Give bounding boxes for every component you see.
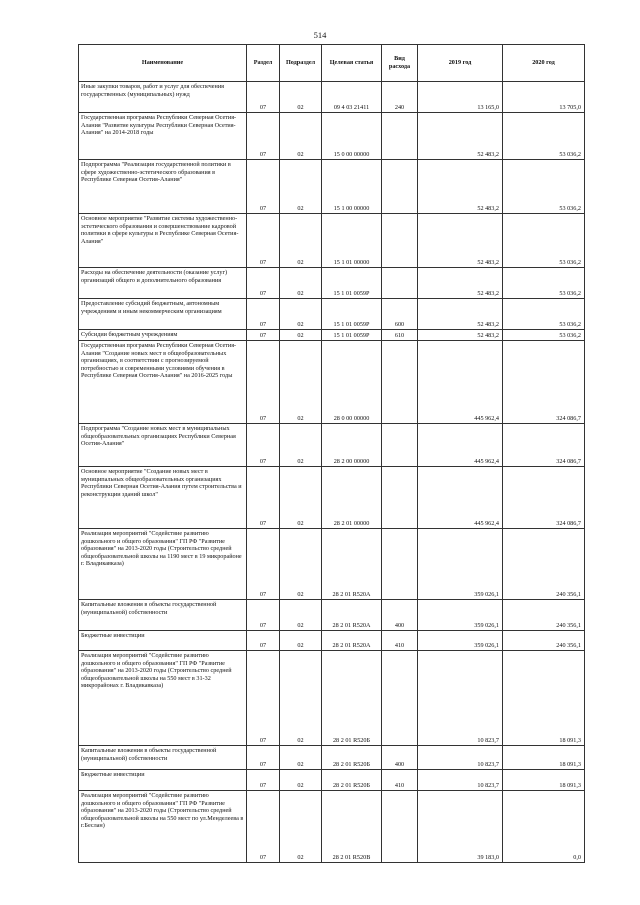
- cell-2020: 324 086,7: [503, 424, 585, 467]
- cell-2020: 53 036,2: [503, 330, 585, 341]
- cell-vid: [382, 791, 418, 863]
- cell-podrazdel: 02: [280, 330, 322, 341]
- cell-2020: 13 705,0: [503, 82, 585, 113]
- table-row: [79, 770, 585, 791]
- cell-vid: 400: [382, 746, 418, 770]
- cell-statya: 28 2 01 R520А: [322, 600, 382, 631]
- cell-podrazdel: 02: [280, 791, 322, 863]
- header-podrazdel: Подраздел: [280, 45, 322, 82]
- cell-statya: 15 1 01 0059Р: [322, 330, 382, 341]
- table-row: [79, 160, 585, 214]
- cell-statya: 28 2 01 00000: [322, 467, 382, 529]
- cell-2019: 445 962,4: [418, 424, 503, 467]
- cell-vid: [382, 529, 418, 600]
- cell-vid: [382, 651, 418, 746]
- cell-razdel: 07: [247, 113, 280, 160]
- cell-2020: 53 036,2: [503, 268, 585, 299]
- table-row: [79, 467, 585, 529]
- cell-statya: 28 2 01 R520Б: [322, 651, 382, 746]
- cell-statya: 15 1 01 00000: [322, 214, 382, 268]
- cell-vid: 610: [382, 330, 418, 341]
- cell-statya: 28 2 01 R520А: [322, 631, 382, 651]
- cell-razdel: 07: [247, 330, 280, 341]
- cell-razdel: 07: [247, 770, 280, 791]
- cell-name: Бюджетные инвестиции: [79, 631, 247, 651]
- cell-name: Предоставление субсидий бюджетным, автономным учреждениям и иным некоммерческим организациям: [79, 299, 247, 330]
- cell-podrazdel: 02: [280, 746, 322, 770]
- table-row: [79, 341, 585, 424]
- cell-statya: 28 2 00 00000: [322, 424, 382, 467]
- cell-name: Реализация мероприятий "Содействие развитию дошкольного и общего образования" ГП РФ "Развитие образования" на 2013-2020 годы (Строительство средней общеобразовательной школы на 550 мест в 31-32 микрорайонах г. Владикавказа): [79, 651, 247, 746]
- cell-name: Капитальные вложения в объекты государственной (муниципальной) собственности: [79, 600, 247, 631]
- cell-statya: 09 4 03 21411: [322, 82, 382, 113]
- cell-razdel: 07: [247, 299, 280, 330]
- cell-razdel: 07: [247, 160, 280, 214]
- cell-vid: [382, 214, 418, 268]
- cell-statya: 28 2 01 R520Б: [322, 770, 382, 791]
- cell-2019: 52 483,2: [418, 330, 503, 341]
- cell-2019: 52 483,2: [418, 113, 503, 160]
- cell-2019: 10 823,7: [418, 770, 503, 791]
- cell-podrazdel: 02: [280, 651, 322, 746]
- header-vid: Вид расхода: [382, 45, 418, 82]
- cell-vid: [382, 424, 418, 467]
- header-2020: 2020 год: [503, 45, 585, 82]
- table-row: [79, 791, 585, 863]
- cell-2019: 359 026,1: [418, 529, 503, 600]
- cell-2020: 18 091,3: [503, 770, 585, 791]
- cell-razdel: 07: [247, 746, 280, 770]
- cell-2020: 0,0: [503, 791, 585, 863]
- cell-name: Бюджетные инвестиции: [79, 770, 247, 791]
- header-statya: Целевая статья: [322, 45, 382, 82]
- table-row: [79, 600, 585, 631]
- cell-statya: 15 1 00 00000: [322, 160, 382, 214]
- budget-table: [78, 44, 585, 863]
- cell-2020: 240 356,1: [503, 600, 585, 631]
- cell-vid: 240: [382, 82, 418, 113]
- cell-podrazdel: 02: [280, 214, 322, 268]
- cell-podrazdel: 02: [280, 268, 322, 299]
- cell-2019: 13 165,0: [418, 82, 503, 113]
- table-row: [79, 214, 585, 268]
- cell-2020: 53 036,2: [503, 113, 585, 160]
- cell-2020: 18 091,3: [503, 746, 585, 770]
- cell-statya: 28 2 01 R520А: [322, 529, 382, 600]
- cell-vid: 600: [382, 299, 418, 330]
- header-name: Наименование: [79, 45, 247, 82]
- table-row: [79, 113, 585, 160]
- table-row: [79, 268, 585, 299]
- cell-name: Государственная программа Республики Северная Осетия-Алания "Развитие культуры Республики Северная Осетия-Алания" на 2014-2018 годы: [79, 113, 247, 160]
- cell-name: Подпрограмма "Реализация государственной политики в сфере художественно-эстетического образования в Республике Северная Осетия-Алания": [79, 160, 247, 214]
- table-header-row: [79, 45, 585, 82]
- cell-podrazdel: 02: [280, 299, 322, 330]
- cell-razdel: 07: [247, 631, 280, 651]
- cell-vid: 400: [382, 600, 418, 631]
- cell-razdel: 07: [247, 651, 280, 746]
- cell-2020: 240 356,1: [503, 529, 585, 600]
- cell-name: Подпрограмма "Создание новых мест в муниципальных общеобразовательных организациях Республики Северная Осетия-Алания": [79, 424, 247, 467]
- header-razdel: Раздел: [247, 45, 280, 82]
- cell-name: Реализация мероприятий "Содействие развитию дошкольного и общего образования" ГП РФ "Развитие образования" на 2013-2020 годы (Строительство средней общеобразовательной школы на 550 мест по ул.Менделеева в г.Беслан): [79, 791, 247, 863]
- cell-vid: [382, 160, 418, 214]
- table-body: [79, 82, 585, 863]
- cell-razdel: 07: [247, 424, 280, 467]
- cell-razdel: 07: [247, 82, 280, 113]
- cell-statya: 28 0 00 00000: [322, 341, 382, 424]
- cell-razdel: 07: [247, 341, 280, 424]
- cell-2020: 240 356,1: [503, 631, 585, 651]
- cell-podrazdel: 02: [280, 467, 322, 529]
- table-row: [79, 330, 585, 341]
- cell-podrazdel: 02: [280, 113, 322, 160]
- cell-name: Реализация мероприятий "Содействие развитию дошкольного и общего образования" ГП РФ "Развитие образования" на 2013-2020 годы (Строительство средней общеобразовательной школы на 1190 мест в 19 микрорайоне г. Владикавказа): [79, 529, 247, 600]
- table-row: [79, 299, 585, 330]
- cell-vid: [382, 113, 418, 160]
- cell-2019: 52 483,2: [418, 214, 503, 268]
- cell-statya: 15 1 01 0059Р: [322, 268, 382, 299]
- cell-razdel: 07: [247, 268, 280, 299]
- cell-razdel: 07: [247, 467, 280, 529]
- cell-2020: 324 086,7: [503, 467, 585, 529]
- cell-2019: 52 483,2: [418, 268, 503, 299]
- cell-2019: 10 823,7: [418, 651, 503, 746]
- table-row: [79, 424, 585, 467]
- cell-vid: [382, 268, 418, 299]
- cell-2019: 10 823,7: [418, 746, 503, 770]
- cell-name: Расходы на обеспечение деятельности (оказание услуг) организаций общего и дополнительного образования: [79, 268, 247, 299]
- cell-podrazdel: 02: [280, 341, 322, 424]
- cell-razdel: 07: [247, 600, 280, 631]
- cell-name: Субсидии бюджетным учреждениям: [79, 330, 247, 341]
- cell-2019: 445 962,4: [418, 467, 503, 529]
- cell-podrazdel: 02: [280, 160, 322, 214]
- cell-name: Государственная программа Республики Северная Осетия-Алания "Создание новых мест в общеобразовательных организациях, в соответствии с прогнозируемой потребностью и современными условиями обучения в Республике Северная Осетия-Алания" на 2016-2025 годы: [79, 341, 247, 424]
- cell-razdel: 07: [247, 791, 280, 863]
- table-row: [79, 746, 585, 770]
- cell-razdel: 07: [247, 529, 280, 600]
- page-number: 514: [313, 30, 327, 40]
- cell-2019: 52 483,2: [418, 299, 503, 330]
- table-row: [79, 529, 585, 600]
- cell-razdel: 07: [247, 214, 280, 268]
- header-2019: 2019 год: [418, 45, 503, 82]
- cell-name: Капитальные вложения в объекты государственной (муниципальной) собственности: [79, 746, 247, 770]
- cell-2020: 324 086,7: [503, 341, 585, 424]
- cell-2020: 53 036,2: [503, 214, 585, 268]
- cell-podrazdel: 02: [280, 82, 322, 113]
- cell-name: Основное мероприятие "Развитие системы художественно-эстетического образования и совершенствование кадровой политики в сфере культуры в Республике Северная Осетия-Алания": [79, 214, 247, 268]
- cell-2019: 39 183,0: [418, 791, 503, 863]
- table-row: [79, 631, 585, 651]
- cell-vid: [382, 467, 418, 529]
- cell-2020: 53 036,2: [503, 160, 585, 214]
- cell-2019: 52 483,2: [418, 160, 503, 214]
- cell-2019: 359 026,1: [418, 600, 503, 631]
- cell-vid: [382, 341, 418, 424]
- cell-statya: 28 2 01 R520Б: [322, 746, 382, 770]
- cell-vid: 410: [382, 770, 418, 791]
- table-row: [79, 82, 585, 113]
- cell-podrazdel: 02: [280, 600, 322, 631]
- table-row: [79, 651, 585, 746]
- cell-podrazdel: 02: [280, 631, 322, 651]
- cell-statya: 15 1 01 0059Р: [322, 299, 382, 330]
- cell-2020: 18 091,3: [503, 651, 585, 746]
- cell-statya: 15 0 00 00000: [322, 113, 382, 160]
- cell-2020: 53 036,2: [503, 299, 585, 330]
- cell-vid: 410: [382, 631, 418, 651]
- cell-name: Основное мероприятие "Создание новых мест в муниципальных общеобразовательных организациях Республики Северная Осетия-Алания путем строительства и реконструкции зданий школ": [79, 467, 247, 529]
- cell-2019: 445 962,4: [418, 341, 503, 424]
- cell-podrazdel: 02: [280, 424, 322, 467]
- cell-name: Иные закупки товаров, работ и услуг для обеспечения государственных (муниципальных) нужд: [79, 82, 247, 113]
- cell-statya: 28 2 01 R520В: [322, 791, 382, 863]
- cell-podrazdel: 02: [280, 770, 322, 791]
- cell-podrazdel: 02: [280, 529, 322, 600]
- cell-2019: 359 026,1: [418, 631, 503, 651]
